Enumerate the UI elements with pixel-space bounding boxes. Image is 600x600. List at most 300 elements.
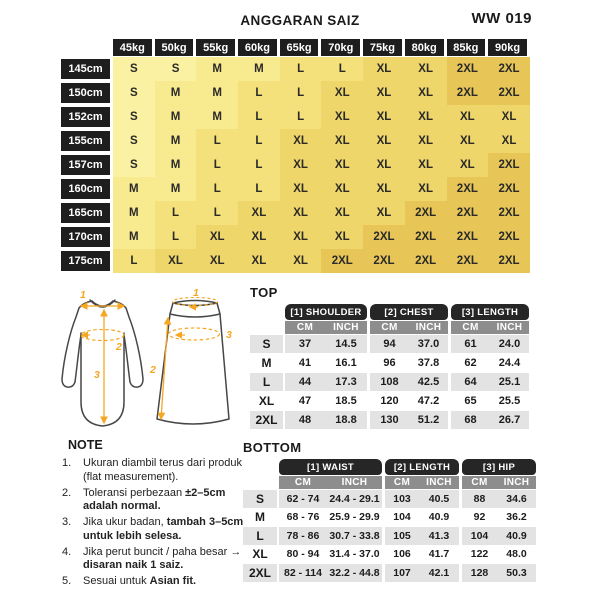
- table-cell: 37: [285, 335, 325, 353]
- table-row: [243, 509, 536, 527]
- column-group-pill: [2] CHEST: [370, 304, 448, 320]
- matrix-row: [61, 153, 530, 177]
- matrix-size-cell: 2XL: [405, 225, 447, 249]
- height-label-wrap: [61, 249, 113, 273]
- matrix-size-cell: 2XL: [488, 57, 530, 81]
- table-cell: 130: [370, 411, 409, 429]
- matrix-size-cell: 2XL: [447, 177, 489, 201]
- matrix-size-cell: XL: [363, 57, 405, 81]
- table-cell: 88: [462, 490, 497, 508]
- weight-header-cell: 60kg: [238, 39, 277, 56]
- matrix-size-cell: L: [238, 81, 280, 105]
- table-cell: 31.4 - 37.0: [327, 546, 382, 564]
- weight-header-cell: 85kg: [447, 39, 486, 56]
- table-cell: 25.1: [490, 373, 529, 391]
- table-cell-group: [370, 354, 448, 372]
- matrix-size-cell: S: [113, 57, 155, 81]
- table-row: [243, 527, 536, 545]
- matrix-size-cell: XL: [238, 225, 280, 249]
- table-cell-group: [279, 527, 382, 545]
- height-label: 165cm: [61, 203, 110, 223]
- table-cell: 25.9 - 29.9: [327, 509, 382, 527]
- dim-label-length-top: 3: [94, 369, 100, 381]
- matrix-size-cell: 2XL: [405, 249, 447, 273]
- table-cell: 40.9: [497, 527, 536, 545]
- matrix-size-cell: M: [155, 177, 197, 201]
- table-cell: 18.5: [325, 392, 367, 410]
- table-cell: 44: [285, 373, 325, 391]
- matrix-size-cell: 2XL: [488, 153, 530, 177]
- table-cell: 62: [451, 354, 490, 372]
- column-group-header-row: [250, 304, 529, 320]
- garment-sketches: [40, 287, 252, 442]
- height-label: 157cm: [61, 155, 110, 175]
- matrix-size-cell: XL: [280, 177, 322, 201]
- matrix-size-cell: M: [196, 57, 238, 81]
- table-cell-group: [451, 335, 529, 353]
- height-label: 145cm: [61, 59, 110, 79]
- matrix-size-cell: L: [196, 153, 238, 177]
- matrix-size-cell: XL: [363, 177, 405, 201]
- unit-header-group: [462, 476, 536, 489]
- note-list: [62, 457, 252, 589]
- matrix-size-cell: M: [238, 57, 280, 81]
- note-item-number: 5.: [62, 575, 72, 587]
- matrix-size-cell: S: [113, 153, 155, 177]
- matrix-size-cell: M: [113, 201, 155, 225]
- unit-header-group: [285, 321, 367, 334]
- table-cell: 30.7 - 33.8: [327, 527, 382, 545]
- dim-label-chest: 2: [116, 341, 122, 353]
- table-cell: 82 - 114: [279, 564, 327, 582]
- matrix-size-cell: XL: [363, 201, 405, 225]
- table-cell-group: [451, 354, 529, 372]
- matrix-size-cell: L: [238, 153, 280, 177]
- matrix-size-cell: 2XL: [488, 177, 530, 201]
- matrix-size-cell: L: [113, 249, 155, 273]
- matrix-row: [61, 57, 530, 81]
- matrix-size-cell: XL: [363, 153, 405, 177]
- table-cell-group: [462, 546, 536, 564]
- table-cell-group: [451, 392, 529, 410]
- table-cell: 128: [462, 564, 497, 582]
- table-cell-group: [462, 509, 536, 527]
- table-cell-group: [370, 392, 448, 410]
- table-cell: 41.7: [419, 546, 459, 564]
- height-label: 160cm: [61, 179, 110, 199]
- matrix-size-cell: 2XL: [405, 201, 447, 225]
- unit-header-row: [250, 320, 529, 334]
- height-label-wrap: [61, 201, 113, 225]
- matrix-size-cell: 2XL: [447, 201, 489, 225]
- matrix-size-cell: XL: [488, 105, 530, 129]
- matrix-size-cell: L: [196, 177, 238, 201]
- matrix-size-cell: L: [238, 177, 280, 201]
- note-item: [62, 575, 252, 589]
- table-cell: 41: [285, 354, 325, 372]
- table-cell: 26.7: [490, 411, 529, 429]
- matrix-size-cell: XL: [405, 105, 447, 129]
- unit-header-group: [385, 476, 459, 489]
- unit-header-group: [370, 321, 448, 334]
- table-cell: 51.2: [409, 411, 448, 429]
- table-row: [250, 373, 529, 391]
- matrix-size-cell: XL: [280, 153, 322, 177]
- matrix-size-cell: L: [196, 201, 238, 225]
- table-cell: 48: [285, 411, 325, 429]
- matrix-size-cell: M: [196, 81, 238, 105]
- matrix-size-cell: XL: [363, 105, 405, 129]
- note-item-number: 3.: [62, 516, 72, 528]
- table-cell-group: [279, 564, 382, 582]
- matrix-size-cell: S: [155, 57, 197, 81]
- table-cell-group: [385, 490, 459, 508]
- unit-header-row: [243, 475, 536, 489]
- table-cell: 68: [451, 411, 490, 429]
- matrix-size-cell: M: [155, 129, 197, 153]
- table-cell: 24.0: [490, 335, 529, 353]
- table-cell: 37.0: [409, 335, 448, 353]
- tunic-dimensions: [80, 289, 124, 423]
- matrix-size-cell: XL: [447, 105, 489, 129]
- unit-header-cell: CM: [471, 477, 488, 488]
- table-cell: 68 - 76: [279, 509, 327, 527]
- matrix-size-cell: XL: [196, 249, 238, 273]
- table-cell: 107: [385, 564, 419, 582]
- table-cell: 24.4: [490, 354, 529, 372]
- matrix-size-cell: XL: [280, 201, 322, 225]
- note-item: [62, 457, 252, 484]
- matrix-size-cell: XL: [447, 153, 489, 177]
- note-item: [62, 546, 252, 573]
- matrix-size-cell: 2XL: [447, 249, 489, 273]
- matrix-size-cell: 2XL: [447, 225, 489, 249]
- matrix-size-cell: XL: [363, 81, 405, 105]
- matrix-size-cell: 2XL: [321, 249, 363, 273]
- height-label-wrap: [61, 81, 113, 105]
- top-section: [250, 285, 529, 429]
- matrix-size-cell: XL: [405, 153, 447, 177]
- unit-header-cell: CM: [381, 322, 398, 333]
- height-label: 150cm: [61, 83, 110, 103]
- table-cell: 80 - 94: [279, 546, 327, 564]
- size-label: L: [243, 527, 277, 545]
- table-cell-group: [451, 373, 529, 391]
- size-label: XL: [250, 392, 283, 410]
- table-cell: 47: [285, 392, 325, 410]
- matrix-size-cell: XL: [280, 225, 322, 249]
- table-cell: 34.6: [497, 490, 536, 508]
- size-label: S: [250, 335, 283, 353]
- height-label-wrap: [61, 105, 113, 129]
- size-matrix-body: [61, 57, 530, 273]
- note-item-text: Jika perut buncit / paha besar → disaran naik 1 saiz.: [83, 545, 242, 571]
- note-section: [62, 438, 252, 591]
- table-cell: 62 - 74: [279, 490, 327, 508]
- table-row: [250, 335, 529, 353]
- matrix-size-cell: 2XL: [363, 225, 405, 249]
- table-cell: 96: [370, 354, 409, 372]
- table-cell: 25.5: [490, 392, 529, 410]
- matrix-size-cell: L: [155, 201, 197, 225]
- table-cell: 64: [451, 373, 490, 391]
- dim-label-shoulder: 1: [80, 289, 86, 301]
- table-cell-group: [285, 411, 367, 429]
- column-group-pill: [1] SHOULDER: [285, 304, 367, 320]
- table-cell-group: [279, 509, 382, 527]
- height-label: 152cm: [61, 107, 110, 127]
- height-label-wrap: [61, 153, 113, 177]
- size-matrix: [61, 39, 530, 273]
- size-label: L: [250, 373, 283, 391]
- table-cell: 50.3: [497, 564, 536, 582]
- table-cell: 94: [370, 335, 409, 353]
- matrix-size-cell: XL: [321, 201, 363, 225]
- matrix-size-cell: M: [155, 105, 197, 129]
- size-label: S: [243, 490, 277, 508]
- tunic-sketch: [62, 300, 143, 426]
- skirt-dimensions: [149, 287, 232, 419]
- height-label: 170cm: [61, 227, 110, 247]
- matrix-size-cell: XL: [238, 249, 280, 273]
- table-cell: 104: [385, 509, 419, 527]
- table-row: [243, 546, 536, 564]
- weight-header-row: [113, 39, 530, 56]
- bottom-section-title: BOTTOM: [243, 440, 302, 455]
- matrix-size-cell: XL: [488, 129, 530, 153]
- dim-label-hip: 3: [226, 329, 232, 341]
- note-item-number: 2.: [62, 486, 72, 499]
- matrix-size-cell: XL: [405, 57, 447, 81]
- matrix-row: [61, 225, 530, 249]
- matrix-size-cell: S: [113, 81, 155, 105]
- table-cell: 32.2 - 44.8: [327, 564, 382, 582]
- column-group-header-row: [243, 459, 536, 475]
- size-label: XL: [243, 546, 277, 564]
- table-cell: 47.2: [409, 392, 448, 410]
- product-code: WW 019: [471, 10, 532, 27]
- note-item-text: Ukuran diambil terus dari produk (flat measurement).: [83, 457, 242, 483]
- table-cell: 42.5: [409, 373, 448, 391]
- matrix-row: [61, 129, 530, 153]
- matrix-row: [61, 201, 530, 225]
- note-item-text: Jika ukur badan, tambah 3–5cm untuk lebih selesa.: [83, 516, 244, 542]
- matrix-size-cell: L: [280, 81, 322, 105]
- matrix-size-cell: L: [238, 105, 280, 129]
- table-cell-group: [285, 392, 367, 410]
- table-cell-group: [385, 527, 459, 545]
- table-cell: 40.5: [419, 490, 459, 508]
- matrix-size-cell: XL: [321, 225, 363, 249]
- table-cell: 41.3: [419, 527, 459, 545]
- matrix-size-cell: 2XL: [488, 81, 530, 105]
- table-cell-group: [462, 564, 536, 582]
- table-cell: 103: [385, 490, 419, 508]
- height-label-wrap: [61, 129, 113, 153]
- matrix-size-cell: XL: [280, 129, 322, 153]
- size-label: 2XL: [243, 564, 277, 582]
- table-cell: 42.1: [419, 564, 459, 582]
- table-cell: 48.0: [497, 546, 536, 564]
- matrix-size-cell: M: [113, 177, 155, 201]
- page-title: ANGGARAN SAIZ: [240, 13, 360, 28]
- matrix-size-cell: 2XL: [488, 225, 530, 249]
- column-group-pill: [3] LENGTH: [451, 304, 529, 320]
- table-cell-group: [279, 490, 382, 508]
- table-cell-group: [285, 373, 367, 391]
- note-item-number: 1.: [62, 457, 72, 469]
- table-cell-group: [462, 490, 536, 508]
- column-group-pill: [1] WAIST: [279, 459, 382, 475]
- table-cell: 105: [385, 527, 419, 545]
- table-cell: 24.4 - 29.1: [327, 490, 382, 508]
- matrix-size-cell: XL: [405, 177, 447, 201]
- table-row: [250, 392, 529, 410]
- matrix-size-cell: L: [196, 129, 238, 153]
- weight-header-cell: 55kg: [196, 39, 235, 56]
- matrix-row: [61, 81, 530, 105]
- unit-header-cell: INCH: [341, 477, 368, 488]
- height-label: 175cm: [61, 251, 110, 271]
- unit-header-cell: INCH: [496, 322, 523, 333]
- matrix-size-cell: S: [113, 129, 155, 153]
- matrix-size-cell: L: [238, 129, 280, 153]
- matrix-size-cell: XL: [155, 249, 197, 273]
- table-cell: 92: [462, 509, 497, 527]
- weight-header-cell: 70kg: [321, 39, 360, 56]
- matrix-size-cell: 2XL: [447, 57, 489, 81]
- table-cell-group: [285, 335, 367, 353]
- column-group-pill: [2] LENGTH: [385, 459, 459, 475]
- top-section-title: TOP: [250, 285, 278, 300]
- weight-header-cell: 90kg: [488, 39, 527, 56]
- matrix-size-cell: XL: [321, 81, 363, 105]
- table-cell: 108: [370, 373, 409, 391]
- matrix-size-cell: 2XL: [488, 201, 530, 225]
- table-cell: 36.2: [497, 509, 536, 527]
- weight-header-cell: 80kg: [405, 39, 444, 56]
- size-label: M: [250, 354, 283, 372]
- table-cell: 78 - 86: [279, 527, 327, 545]
- unit-header-cell: CM: [462, 322, 479, 333]
- matrix-size-cell: M: [155, 153, 197, 177]
- table-cell: 106: [385, 546, 419, 564]
- note-item-text: Toleransi perbezaan ±2–5cm adalah normal.: [83, 486, 226, 512]
- table-cell-group: [370, 373, 448, 391]
- matrix-size-cell: M: [155, 81, 197, 105]
- table-cell: 14.5: [325, 335, 367, 353]
- note-item: [62, 487, 252, 514]
- matrix-size-cell: L: [155, 225, 197, 249]
- table-cell: 120: [370, 392, 409, 410]
- matrix-row: [61, 177, 530, 201]
- sketch-svg: [40, 287, 252, 437]
- table-cell-group: [385, 509, 459, 527]
- unit-header-cell: CM: [294, 477, 312, 488]
- size-label: M: [243, 509, 277, 527]
- table-cell-group: [370, 411, 448, 429]
- weight-header-cell: 65kg: [280, 39, 319, 56]
- matrix-size-cell: L: [321, 57, 363, 81]
- matrix-row: [61, 249, 530, 273]
- table-cell-group: [285, 354, 367, 372]
- height-label: 155cm: [61, 131, 110, 151]
- note-title: NOTE: [68, 438, 103, 452]
- table-cell: 16.1: [325, 354, 367, 372]
- table-cell-group: [370, 335, 448, 353]
- table-cell: 37.8: [409, 354, 448, 372]
- bottom-measurement-table: [243, 459, 536, 582]
- table-cell: 17.3: [325, 373, 367, 391]
- matrix-size-cell: XL: [405, 81, 447, 105]
- table-cell: 18.8: [325, 411, 367, 429]
- unit-header-cell: INCH: [415, 322, 442, 333]
- bottom-section: [243, 440, 536, 582]
- dim-label-waist: 1: [193, 287, 199, 299]
- dim-label-length-bottom: 2: [150, 364, 156, 376]
- table-cell-group: [279, 546, 382, 564]
- matrix-size-cell: S: [113, 105, 155, 129]
- matrix-size-cell: M: [113, 225, 155, 249]
- table-cell: 122: [462, 546, 497, 564]
- column-group-pill: [3] HIP: [462, 459, 536, 475]
- table-cell-group: [385, 546, 459, 564]
- table-cell-group: [385, 564, 459, 582]
- table-cell: 65: [451, 392, 490, 410]
- table-row: [250, 354, 529, 372]
- height-label-wrap: [61, 57, 113, 81]
- unit-header-cell: INCH: [426, 477, 452, 488]
- matrix-size-cell: XL: [280, 249, 322, 273]
- matrix-size-cell: L: [280, 105, 322, 129]
- matrix-size-cell: M: [196, 105, 238, 129]
- matrix-size-cell: L: [280, 57, 322, 81]
- matrix-size-cell: XL: [196, 225, 238, 249]
- size-label: 2XL: [250, 411, 283, 429]
- matrix-size-cell: XL: [321, 105, 363, 129]
- note-item-text: Sesuai untuk Asian fit.: [83, 575, 197, 587]
- note-item: [62, 516, 252, 543]
- top-measurement-table: [250, 304, 529, 429]
- height-label-wrap: [61, 177, 113, 201]
- unit-header-group: [451, 321, 529, 334]
- weight-header-cell: 50kg: [155, 39, 194, 56]
- height-label-wrap: [61, 225, 113, 249]
- table-row: [250, 411, 529, 429]
- table-cell: 61: [451, 335, 490, 353]
- unit-header-cell: CM: [296, 322, 314, 333]
- matrix-size-cell: 2XL: [363, 249, 405, 273]
- unit-header-cell: INCH: [333, 322, 359, 333]
- matrix-size-cell: XL: [238, 201, 280, 225]
- table-row: [243, 490, 536, 508]
- unit-header-group: [279, 476, 382, 489]
- matrix-size-cell: XL: [447, 129, 489, 153]
- table-row: [243, 564, 536, 582]
- matrix-size-cell: XL: [405, 129, 447, 153]
- matrix-row: [61, 105, 530, 129]
- table-cell-group: [462, 527, 536, 545]
- weight-header-cell: 45kg: [113, 39, 152, 56]
- matrix-size-cell: XL: [321, 129, 363, 153]
- weight-header-cell: 75kg: [363, 39, 402, 56]
- note-item-number: 4.: [62, 545, 72, 558]
- matrix-size-cell: XL: [321, 153, 363, 177]
- matrix-size-cell: XL: [363, 129, 405, 153]
- unit-header-cell: INCH: [503, 477, 530, 488]
- matrix-size-cell: XL: [321, 177, 363, 201]
- table-cell: 40.9: [419, 509, 459, 527]
